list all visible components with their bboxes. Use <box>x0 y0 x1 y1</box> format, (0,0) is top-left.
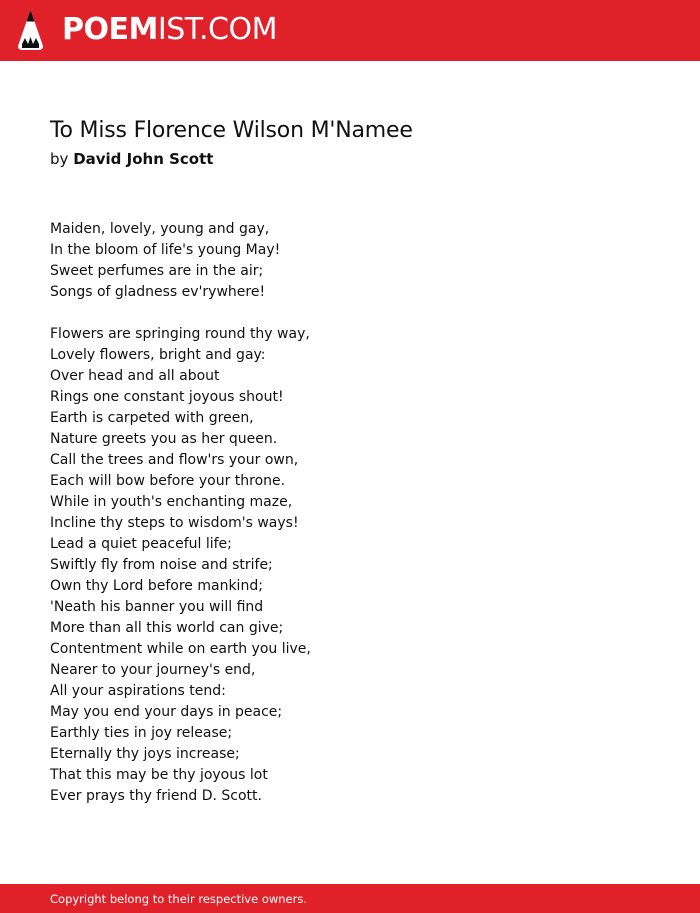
poem-line: Call the trees and flow'rs your own, <box>50 452 299 468</box>
site-logo[interactable] <box>62 11 277 49</box>
poem-line: Contentment while on earth you live, <box>50 641 311 657</box>
poem-line: All your aspirations tend: <box>50 683 226 699</box>
poem-line: Eternally thy joys increase; <box>50 746 240 762</box>
byline <box>50 149 213 169</box>
poem-line: While in youth's enchanting maze, <box>50 494 293 510</box>
logo-text-bold: POEM <box>62 12 158 47</box>
poem-line: Sweet perfumes are in the air; <box>50 263 264 279</box>
poem-line: Incline thy steps to wisdom's ways! <box>50 515 299 531</box>
poem-line: Swiftly fly from noise and strife; <box>50 557 273 573</box>
poem-line: May you end your days in peace; <box>50 704 283 720</box>
pencil-tip-icon <box>17 9 44 51</box>
poem-line: Nearer to your journey's end, <box>50 662 256 678</box>
poem-line: Earthly ties in joy release; <box>50 725 233 741</box>
author-name: David John Scott <box>73 150 214 168</box>
poem-line: In the bloom of life's young May! <box>50 242 281 258</box>
poem-line: Maiden, lovely, young and gay, <box>50 221 270 237</box>
poem-line: Over head and all about <box>50 368 220 384</box>
copyright-text: Copyright belong to their respective owners. <box>50 892 308 906</box>
poem-line: Each will bow before your throne. <box>50 473 286 489</box>
poem-stanza <box>50 324 650 807</box>
poem-line: Lead a quiet peaceful life; <box>50 536 232 552</box>
poem-line: Songs of gladness ev'rywhere! <box>50 284 266 300</box>
poem-line: Earth is carpeted with green, <box>50 410 254 426</box>
site-footer <box>0 884 700 913</box>
poem-line: Nature greets you as her queen. <box>50 431 278 447</box>
poem-line: Lovely flowers, bright and gay: <box>50 347 266 363</box>
poem-title: To Miss Florence Wilson M'Namee <box>50 118 413 143</box>
poem-line: Flowers are springing round thy way, <box>50 326 310 342</box>
poem-stanza <box>50 219 650 303</box>
poem-line: More than all this world can give; <box>50 620 284 636</box>
poem-line: That this may be thy joyous lot <box>50 767 268 783</box>
logo-text-light: IST.COM <box>157 12 277 47</box>
poem-body <box>50 219 650 828</box>
poem-line: Own thy Lord before mankind; <box>50 578 263 594</box>
poem-line: Rings one constant joyous shout! <box>50 389 284 405</box>
by-label: by <box>50 150 69 168</box>
poem-line: Ever prays thy friend D. Scott. <box>50 788 262 804</box>
site-header <box>0 0 700 61</box>
poem-line: 'Neath his banner you will find <box>50 599 264 615</box>
